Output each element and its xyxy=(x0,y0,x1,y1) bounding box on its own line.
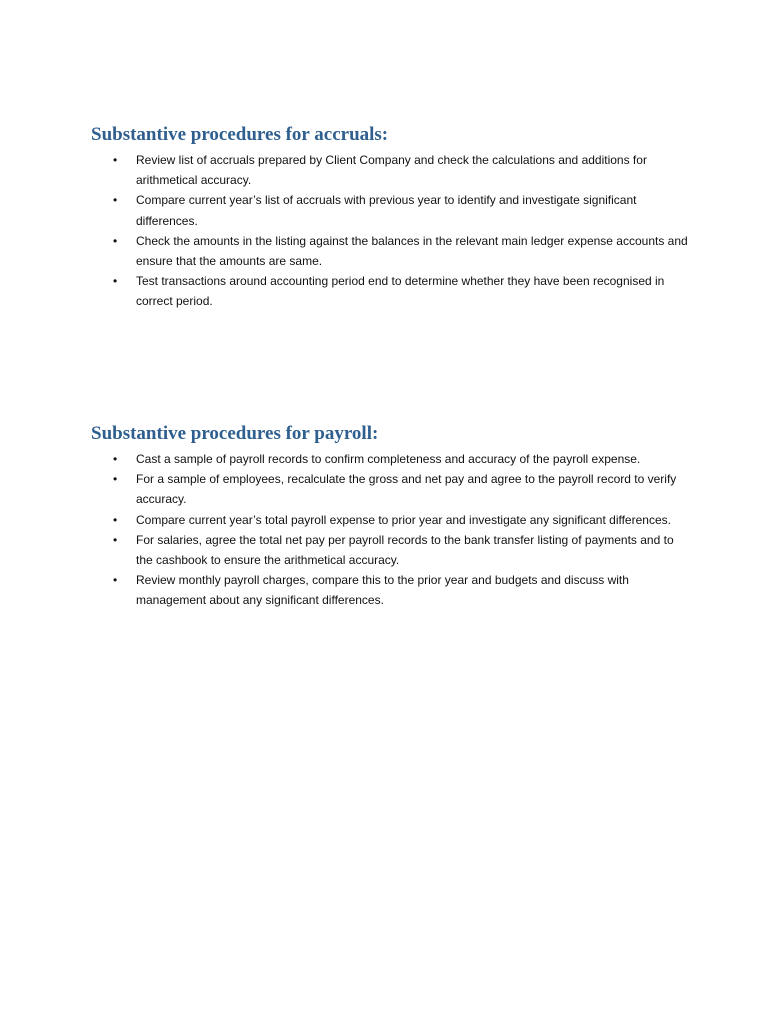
bullet-icon: • xyxy=(113,153,118,167)
bullet-icon: • xyxy=(113,472,118,487)
list-item xyxy=(91,570,691,610)
list-item-text: For a sample of employees, recalculate the gross and net pay and agree to the payroll record to verify accuracy. xyxy=(136,472,677,507)
bullet-icon: • xyxy=(113,532,118,547)
list-item xyxy=(91,150,691,190)
bullet-icon: • xyxy=(113,193,118,208)
accruals-list xyxy=(91,150,691,312)
list-item xyxy=(91,530,691,570)
list-item-text: Test transactions around accounting period end to determine whether they have been recognised in correct period. xyxy=(136,274,665,309)
list-item-text: Cast a sample of payroll records to confirm completeness and accuracy of the payroll expense. xyxy=(136,452,641,466)
bullet-icon: • xyxy=(113,512,118,527)
bullet-icon: • xyxy=(113,573,118,588)
payroll-heading: Substantive procedures for payroll: xyxy=(91,423,379,444)
accruals-section xyxy=(91,122,691,312)
list-item-text: Review list of accruals prepared by Client Company and check the calculations and additions for arithmetical accuracy. xyxy=(136,153,647,188)
list-item xyxy=(91,469,691,509)
payroll-list xyxy=(91,449,691,611)
list-item xyxy=(91,449,691,469)
list-item xyxy=(91,190,691,230)
bullet-icon: • xyxy=(113,452,118,466)
accruals-heading: Substantive procedures for accruals: xyxy=(91,124,389,145)
payroll-section xyxy=(91,421,691,611)
list-item-text: Check the amounts in the listing against the balances in the relevant main ledger expense accounts and ensure that the amounts are same. xyxy=(136,233,688,269)
list-item-text: Review monthly payroll charges, compare this to the prior year and budgets and discuss with management about any significant differences. xyxy=(136,573,629,608)
list-item-text: For salaries, agree the total net pay per payroll records to the bank transfer listing of payments and to the cashbook to ensure the arithmetical accuracy. xyxy=(136,532,674,568)
bullet-icon: • xyxy=(113,233,118,248)
list-item-text: Compare current year’s list of accruals with previous year to identify and investigate significant differences. xyxy=(136,193,637,228)
list-item-text: Compare current year’s total payroll expense to prior year and investigate any significant differences. xyxy=(136,512,671,527)
list-item xyxy=(91,510,691,530)
bullet-icon: • xyxy=(113,274,118,289)
list-item xyxy=(91,271,691,311)
list-item xyxy=(91,231,691,271)
